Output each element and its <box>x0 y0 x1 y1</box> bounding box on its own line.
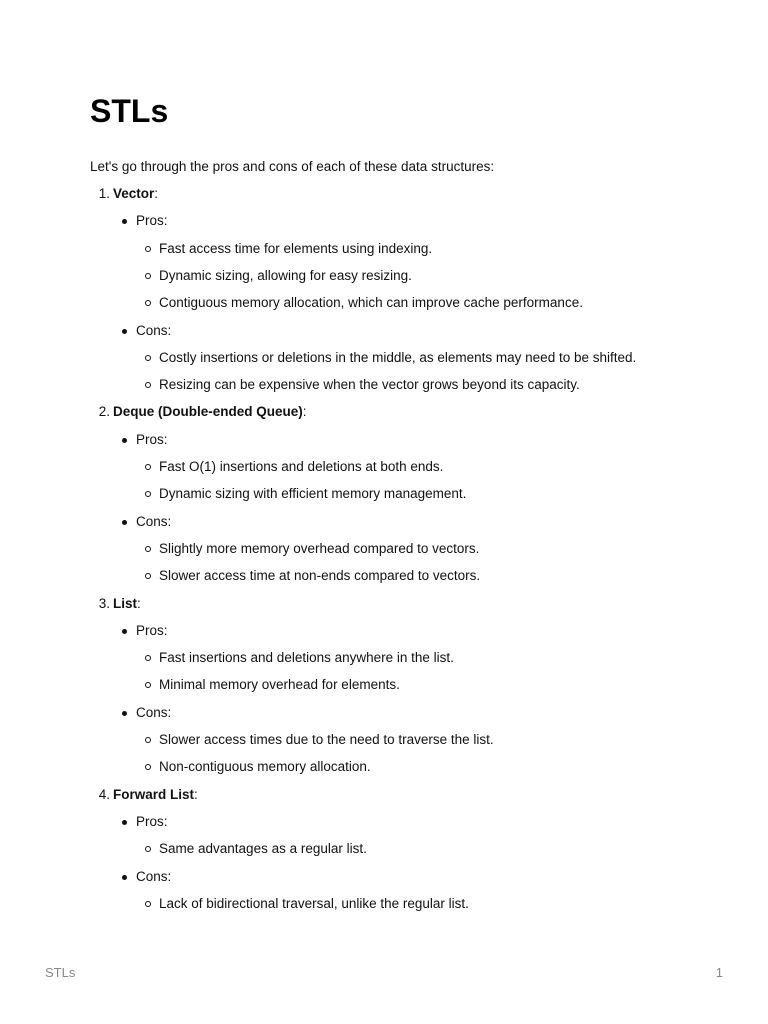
footer-page-number: 1 <box>715 965 723 980</box>
pros-label: Pros: <box>136 431 168 447</box>
section-name: List <box>113 595 138 611</box>
cons-item: Slower access time at non-ends compared to vectors. <box>159 568 481 584</box>
bullet-circle-icon <box>145 464 151 470</box>
section-colon: : <box>137 595 141 611</box>
cons-label: Cons: <box>136 704 172 720</box>
cons-item: Slightly more memory overhead compared to vectors. <box>159 540 480 556</box>
pros-label: Pros: <box>136 622 168 638</box>
bullet-disc-icon <box>122 629 127 634</box>
pros-item: Fast O(1) insertions and deletions at both ends. <box>159 459 444 474</box>
bullet-circle-icon <box>145 573 151 579</box>
section-heading <box>113 185 158 203</box>
list-number: 1. <box>98 186 110 201</box>
bullet-circle-icon <box>145 355 151 361</box>
bullet-disc-icon <box>122 520 127 525</box>
section-heading <box>113 786 198 804</box>
section-heading <box>113 595 141 613</box>
bullet-circle-icon <box>145 764 151 770</box>
cons-label: Cons: <box>136 322 172 338</box>
bullet-circle-icon <box>145 901 151 907</box>
cons-item: Lack of bidirectional traversal, unlike the regular list. <box>159 895 469 911</box>
pros-item: Minimal memory overhead for elements. <box>159 677 400 693</box>
bullet-disc-icon <box>122 219 127 224</box>
bullet-disc-icon <box>122 329 127 334</box>
pros-item: Same advantages as a regular list. <box>159 841 367 857</box>
pros-item: Dynamic sizing, allowing for easy resizing. <box>159 267 412 283</box>
bullet-disc-icon <box>122 875 127 880</box>
footer-title: STLs <box>45 965 76 980</box>
cons-item: Resizing can be expensive when the vector grows beyond its capacity. <box>159 377 580 393</box>
list-number: 4. <box>98 786 110 802</box>
list-number: 2. <box>98 404 110 420</box>
bullet-disc-icon <box>122 438 127 443</box>
cons-item: Slower access times due to the need to traverse the list. <box>159 732 494 747</box>
bullet-circle-icon <box>145 546 151 552</box>
section-name: Forward List <box>113 786 195 802</box>
bullet-disc-icon <box>122 711 127 716</box>
pros-label: Pros: <box>136 813 168 829</box>
cons-item: Non-contiguous memory allocation. <box>159 759 371 775</box>
section-heading <box>113 403 307 421</box>
section-colon: : <box>194 786 198 802</box>
bullet-circle-icon <box>145 382 151 388</box>
cons-label: Cons: <box>136 513 172 529</box>
bullet-circle-icon <box>145 300 151 306</box>
cons-label: Cons: <box>136 868 172 884</box>
section-name: Deque (Double-ended Queue) <box>113 404 303 420</box>
bullet-circle-icon <box>145 737 151 743</box>
cons-item: Costly insertions or deletions in the middle, as elements may need to be shifted. <box>159 349 637 365</box>
bullet-circle-icon <box>145 846 151 852</box>
bullet-disc-icon <box>122 820 127 825</box>
bullet-circle-icon <box>145 246 151 252</box>
pros-label: Pros: <box>136 213 168 229</box>
section-name: Vector <box>113 186 155 201</box>
bullet-circle-icon <box>145 273 151 279</box>
section-colon: : <box>302 404 307 420</box>
bullet-circle-icon <box>145 682 151 688</box>
pros-item: Contiguous memory allocation, which can improve cache performance. <box>159 295 583 311</box>
page-title: STLs <box>90 93 169 129</box>
pros-item: Dynamic sizing with efficient memory management. <box>159 486 467 502</box>
bullet-circle-icon <box>145 491 151 497</box>
section-colon: : <box>154 186 159 201</box>
pros-item: Fast access time for elements using indexing. <box>159 240 433 256</box>
pros-item: Fast insertions and deletions anywhere in the list. <box>159 650 454 666</box>
list-number: 3. <box>98 595 110 611</box>
intro-paragraph: Let's go through the pros and cons of each of these data structures: <box>90 159 495 174</box>
bullet-circle-icon <box>145 655 151 661</box>
